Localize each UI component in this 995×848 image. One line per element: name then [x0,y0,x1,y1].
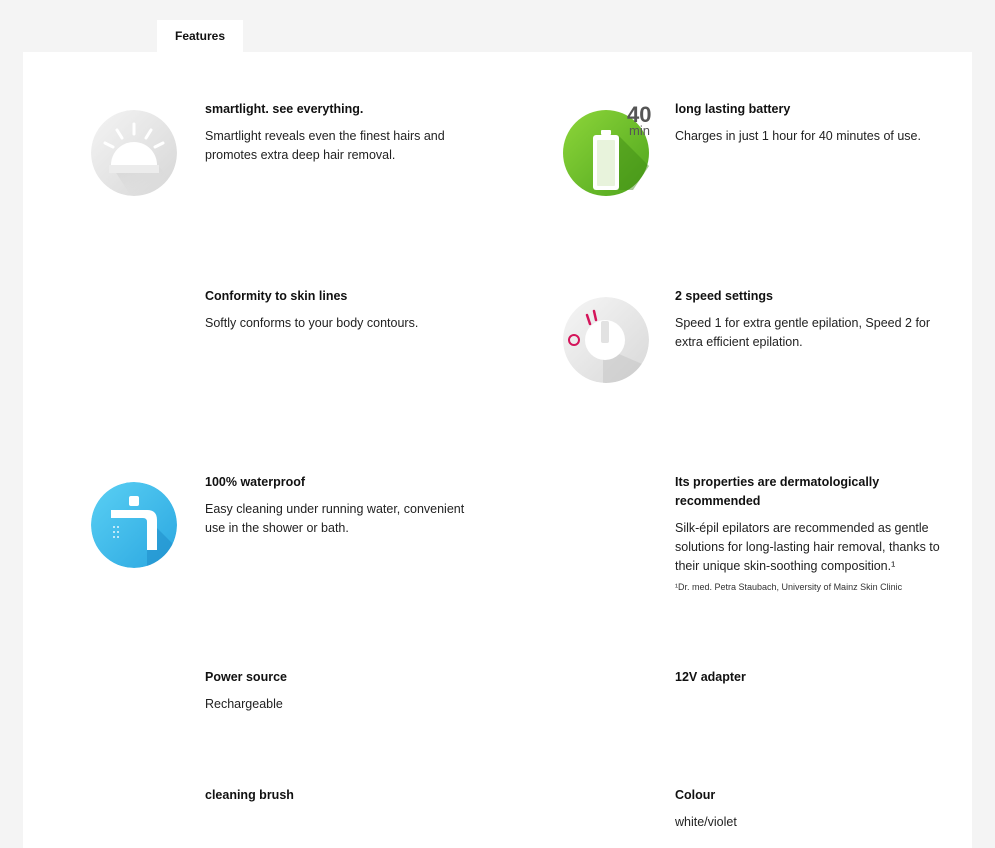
feature-description: Speed 1 for extra gentle epilation, Speed 2 for extra efficient epilation. [675,316,931,349]
feature-waterproof [205,473,480,538]
feature-title: Conformity to skin lines [205,289,348,303]
features-panel [23,52,972,848]
feature-dermatological [675,473,950,593]
feature-battery [675,100,945,146]
feature-title: 2 speed settings [675,289,773,303]
battery-duration-unit: min [629,123,650,138]
speed-dial-icon [563,297,649,383]
water-tap-icon [91,482,177,568]
feature-smartlight [205,100,480,165]
feature-description: Easy cleaning under running water, convenient use in the shower or bath. [205,502,465,535]
smartlight-icon [91,110,177,196]
feature-title: 12V adapter [675,670,746,684]
feature-speed-settings [675,287,945,352]
feature-title: Its properties are dermatologically recommended [675,475,880,508]
feature-adapter [675,668,950,687]
feature-description: Rechargeable [205,697,283,711]
feature-description: Softly conforms to your body contours. [205,316,419,330]
feature-description: Smartlight reveals even the finest hairs and promotes extra deep hair removal. [205,129,445,162]
feature-skin-conformity [205,287,480,333]
battery-icon [563,102,652,196]
feature-power-source [205,668,480,714]
feature-description: Silk-épil epilators are recommended as gentle solutions for long-lasting hair removal, thanks to their unique skin-soothing composition.¹ [675,521,940,573]
feature-title: smartlight. see everything. [205,102,364,116]
feature-footnote: ¹Dr. med. Petra Staubach, University of Mainz Skin Clinic [675,582,903,592]
feature-title: 100% waterproof [205,475,306,489]
tab-features[interactable]: Features [157,20,243,52]
feature-cleaning-brush [205,786,480,805]
battery-duration-number: 40 [627,102,652,127]
feature-description: Charges in just 1 hour for 40 minutes of use. [675,129,921,143]
feature-title: cleaning brush [205,788,294,802]
feature-title: Power source [205,670,287,684]
feature-colour [675,786,950,832]
feature-title: Colour [675,788,716,802]
feature-title: long lasting battery [675,102,791,116]
feature-description: white/violet [675,815,737,829]
